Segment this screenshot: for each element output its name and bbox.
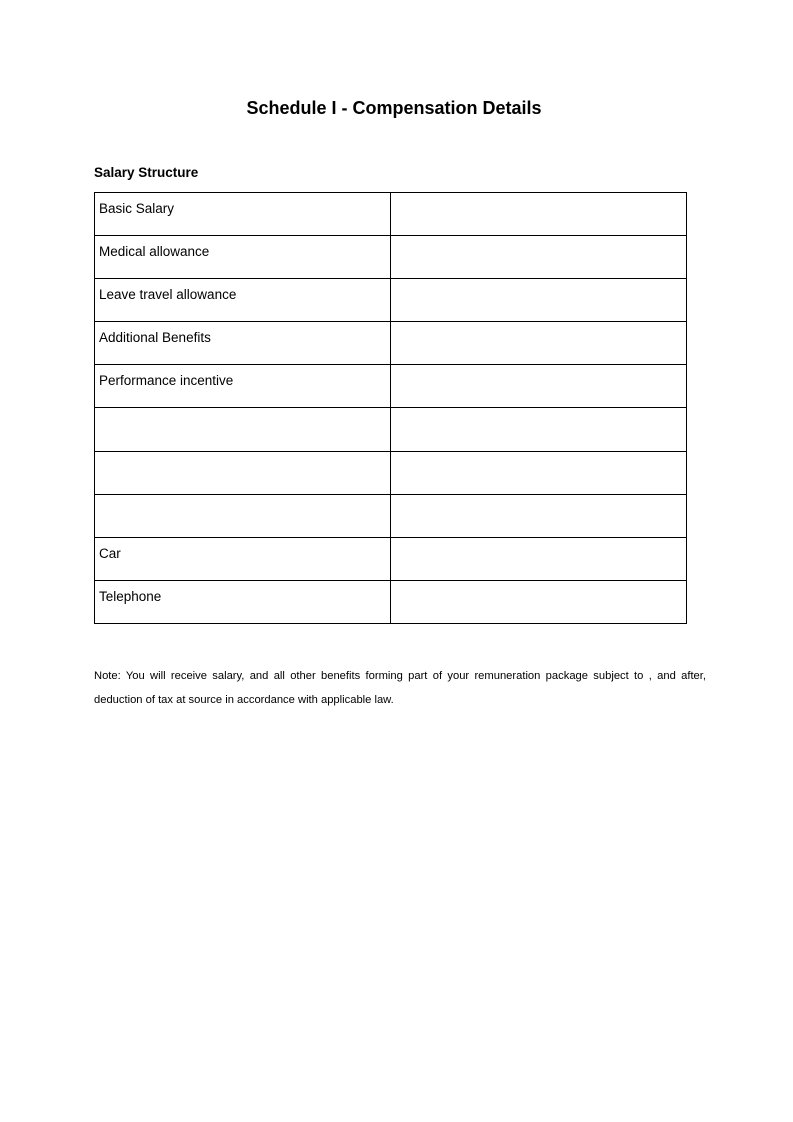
table-row: [95, 408, 687, 451]
row-value: [391, 537, 687, 580]
row-label: Car: [95, 537, 391, 580]
row-label: Performance incentive: [95, 365, 391, 408]
row-value: [391, 365, 687, 408]
table-row: [95, 580, 687, 623]
row-value: [391, 236, 687, 279]
row-value: [391, 408, 687, 451]
table-row: [95, 193, 687, 236]
row-value: [391, 494, 687, 537]
row-label: [95, 494, 391, 537]
row-value: [391, 193, 687, 236]
row-value: [391, 580, 687, 623]
section-heading-salary-structure: Salary Structure: [94, 165, 199, 180]
row-value: [391, 322, 687, 365]
row-value: [391, 451, 687, 494]
note-paragraph: Note: You will receive salary, and all other benefits forming part of your remuneration package subject to , and after, deduction of tax at source in accordance with applicable law.: [94, 670, 706, 706]
table-row: [95, 451, 687, 494]
row-label: [95, 408, 391, 451]
page-title: Schedule I - Compensation Details: [246, 98, 542, 118]
table-row: [95, 322, 687, 365]
row-label: Leave travel allowance: [95, 279, 391, 322]
row-label: [95, 451, 391, 494]
row-label: Additional Benefits: [95, 322, 391, 365]
row-label: Telephone: [95, 580, 391, 623]
salary-structure-table: [94, 192, 687, 624]
table-row: [95, 236, 687, 279]
table-row: [95, 537, 687, 580]
row-label: Basic Salary: [95, 193, 391, 236]
table-row: [95, 494, 687, 537]
row-value: [391, 279, 687, 322]
table-row: [95, 279, 687, 322]
row-label: Medical allowance: [95, 236, 391, 279]
table-row: [95, 365, 687, 408]
